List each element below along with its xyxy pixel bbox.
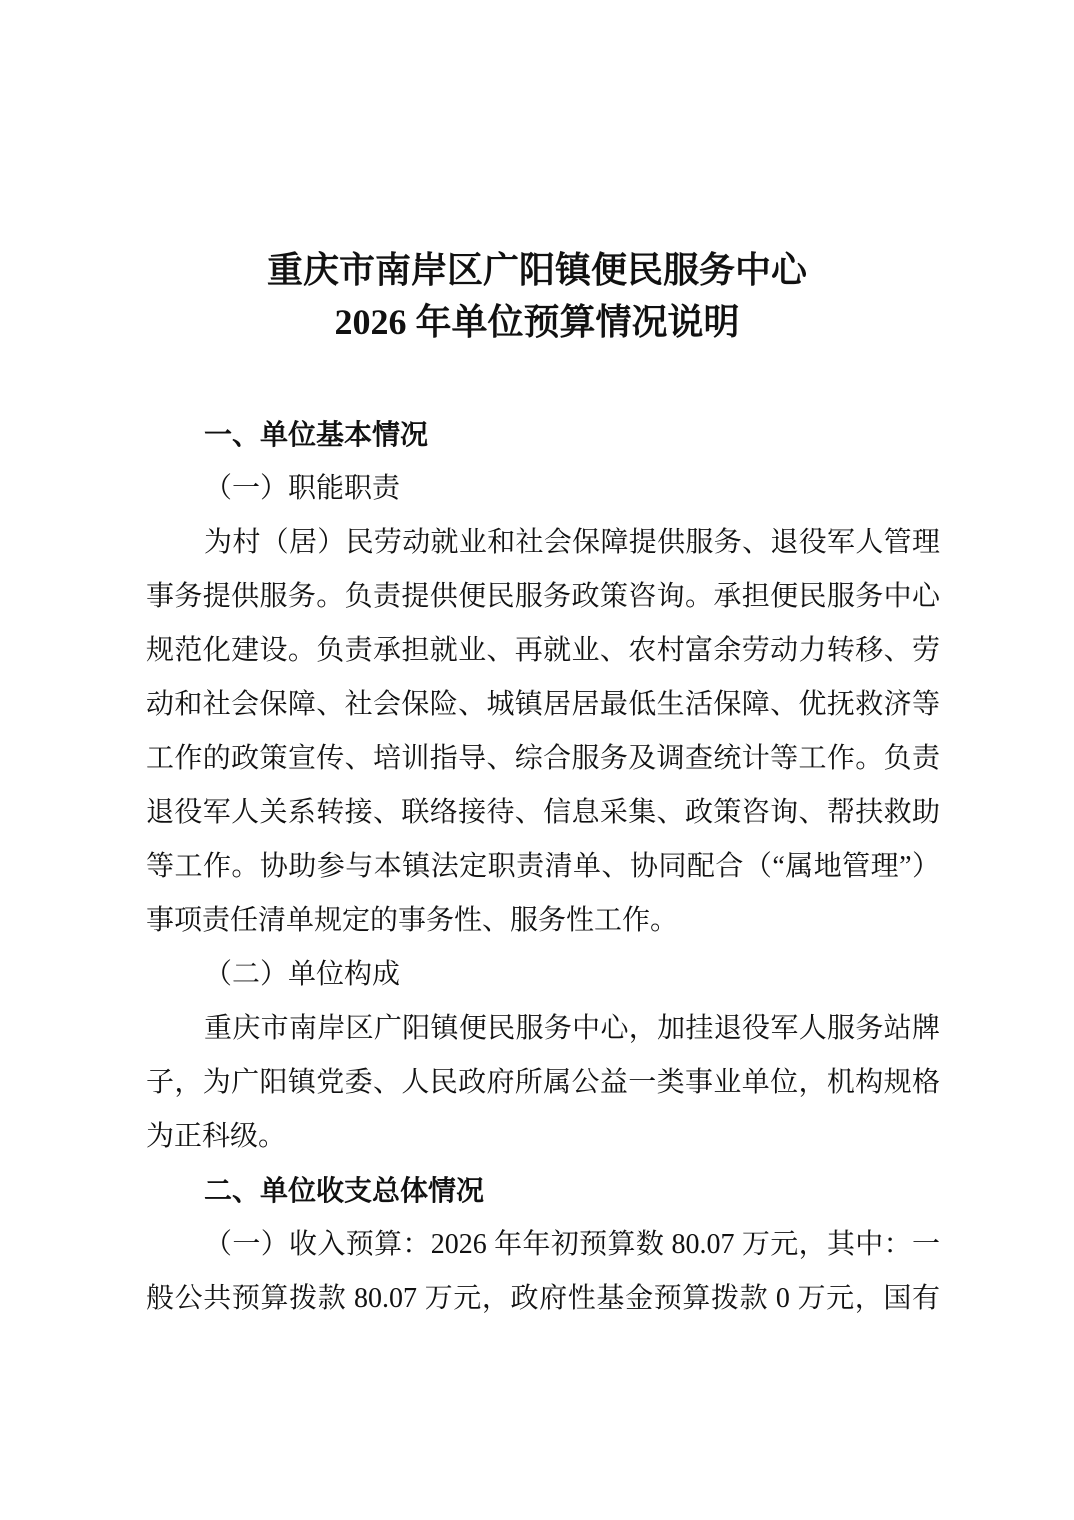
subsection-heading: （二）单位构成 bbox=[204, 959, 401, 990]
section-heading: 二、单位收支总体情况 bbox=[204, 1174, 485, 1207]
paragraph-line: 重庆市南岸区广阳镇便民服务中心，加挂退役军人服务站牌 bbox=[204, 1013, 940, 1044]
subsection-heading: （一）职能职责 bbox=[204, 473, 401, 504]
paragraph-line: 子，为广阳镇党委、人民政府所属公益一类事业单位，机构规格 bbox=[146, 1067, 940, 1098]
paragraph-line: 动和社会保障、社会保险、城镇居居最低生活保障、优抚救济等 bbox=[146, 689, 940, 720]
section-heading: 一、单位基本情况 bbox=[204, 418, 429, 451]
paragraph-line: 工作的政策宣传、培训指导、综合服务及调查统计等工作。负责 bbox=[146, 743, 940, 774]
paragraph-line: 事务提供服务。负责提供便民服务政策咨询。承担便民服务中心 bbox=[146, 581, 940, 612]
document-body bbox=[146, 408, 940, 1326]
paragraph-line: 退役军人关系转接、联络接待、信息采集、政策咨询、帮扶救助 bbox=[146, 797, 940, 828]
document-title bbox=[0, 244, 1074, 348]
paragraph-line: 事项责任清单规定的事务性、服务性工作。 bbox=[146, 905, 679, 936]
paragraph-line: 规范化建设。负责承担就业、再就业、农村富余劳动力转移、劳 bbox=[146, 635, 940, 666]
paragraph-line: 般公共预算拨款 80.07 万元，政府性基金预算拨款 0 万元，国有 bbox=[146, 1283, 940, 1314]
paragraph-line: 为正科级。 bbox=[146, 1121, 287, 1152]
title-line-2: 2026 年单位预算情况说明 bbox=[334, 302, 740, 342]
paragraph-line: （一）收入预算：2026 年年初预算数 80.07 万元，其中：一 bbox=[204, 1229, 940, 1260]
title-line-1: 重庆市南岸区广阳镇便民服务中心 bbox=[266, 250, 807, 290]
paragraph-line: 为村（居）民劳动就业和社会保障提供服务、退役军人管理 bbox=[204, 527, 940, 558]
paragraph-line: 等工作。协助参与本镇法定职责清单、协同配合（“属地管理”） bbox=[146, 851, 940, 882]
